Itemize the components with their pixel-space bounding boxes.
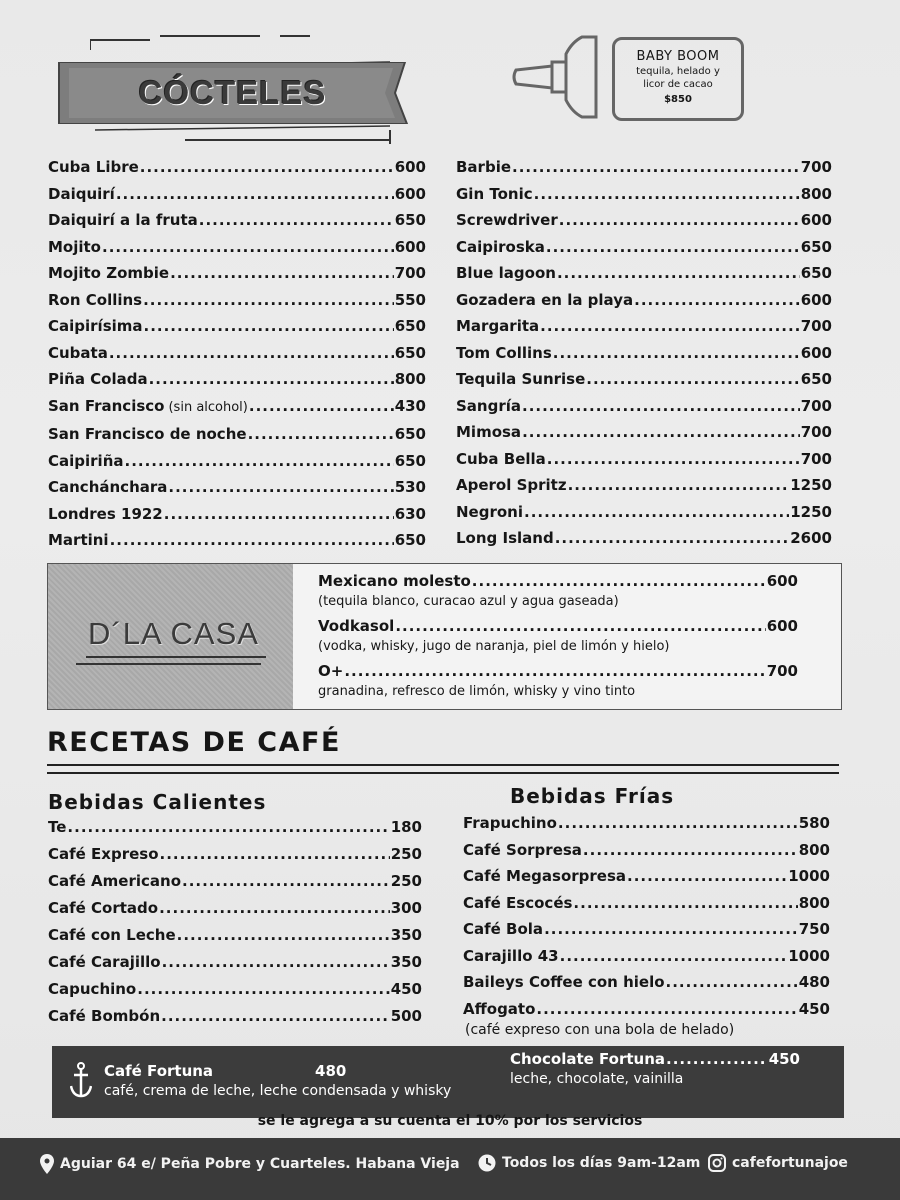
item-name: Caipirísima xyxy=(48,317,143,335)
leader-dots xyxy=(164,501,394,528)
menu-item xyxy=(456,154,832,181)
item-name: Gozadera en la playa xyxy=(456,290,634,309)
item-price: 250 xyxy=(390,872,422,890)
item-price: 480 xyxy=(798,973,830,991)
leader-dots xyxy=(627,863,787,890)
item-name: Cubata xyxy=(48,343,108,362)
casa-item-desc: granadina, refresco de limón, whisky y vino tinto xyxy=(318,684,636,699)
instagram-handle: cafefortunajoe xyxy=(732,1155,848,1171)
leader-dots xyxy=(109,340,394,367)
menu-item xyxy=(48,448,426,475)
baby-boom-desc-2: licor de cacao xyxy=(643,79,713,90)
menu-item xyxy=(48,527,426,554)
item-price: 550 xyxy=(394,290,426,309)
leader-dots xyxy=(547,446,800,473)
la-casa-section xyxy=(47,563,842,710)
leader-dots xyxy=(553,340,800,367)
item-name: Barbie xyxy=(456,158,512,176)
item-price: 350 xyxy=(390,926,422,944)
footer-hours xyxy=(478,1154,700,1172)
item-price: 800 xyxy=(800,184,832,203)
cafe-title: RECETAS DE CAFÉ xyxy=(47,727,341,758)
menu-item xyxy=(48,841,422,868)
leader-dots xyxy=(555,525,790,552)
item-name: Cuba Libre xyxy=(48,158,139,176)
item-name: Chocolate Fortuna xyxy=(510,1050,666,1068)
footer-address xyxy=(40,1154,460,1174)
menu-item xyxy=(456,340,832,367)
location-pin-icon xyxy=(40,1154,54,1174)
item-name: Vodkasol xyxy=(318,617,395,635)
leader-dots xyxy=(544,916,798,943)
menu-item xyxy=(48,207,426,234)
baby-boom-title: BABY BOOM xyxy=(636,49,720,64)
item-price: 1000 xyxy=(788,867,830,885)
item-price: 700 xyxy=(800,449,832,468)
menu-item xyxy=(456,472,832,499)
menu-item xyxy=(48,313,426,340)
menu-item xyxy=(48,474,426,501)
menu-item xyxy=(463,943,830,970)
menu-item xyxy=(456,366,832,393)
item-price: 650 xyxy=(394,425,426,443)
menu-item xyxy=(48,1003,422,1030)
footer-instagram xyxy=(708,1154,848,1172)
leader-dots xyxy=(634,287,800,314)
menu-item xyxy=(48,366,426,393)
leader-dots xyxy=(558,810,798,837)
leader-dots xyxy=(522,393,800,420)
item-price: 450 xyxy=(798,999,830,1018)
menu-item xyxy=(48,976,422,1003)
item-price: 650 xyxy=(800,264,832,282)
item-price: 650 xyxy=(394,343,426,362)
item-price: 650 xyxy=(800,237,832,256)
leader-dots xyxy=(110,527,394,554)
bebidas-calientes-title: Bebidas Calientes xyxy=(48,790,267,814)
item-name: Daiquirí a la fruta xyxy=(48,211,198,229)
casa-item-desc: (tequila blanco, curacao azul y agua gaseada) xyxy=(318,594,619,609)
divider xyxy=(47,764,839,766)
menu-item xyxy=(463,810,830,837)
bebidas-frias-title: Bebidas Frías xyxy=(510,784,675,808)
item-name: Mexicano molesto xyxy=(318,572,471,590)
item-price: 630 xyxy=(394,504,426,523)
item-name: Café Bola xyxy=(463,920,544,938)
item-price: 800 xyxy=(798,893,830,912)
item-name: Café Sorpresa xyxy=(463,840,582,859)
leader-dots xyxy=(557,260,800,287)
leader-dots xyxy=(512,154,800,181)
menu-item xyxy=(456,419,832,446)
item-name: Café Bombón xyxy=(48,1007,161,1025)
leader-dots xyxy=(160,841,390,868)
leader-dots xyxy=(199,207,394,234)
menu-item xyxy=(456,313,832,340)
item-price: 600 xyxy=(800,211,832,229)
item-price: 700 xyxy=(800,396,832,415)
item-name: Baileys Coffee con hielo xyxy=(463,973,665,991)
item-name: Londres 1922 xyxy=(48,504,163,523)
casa-item xyxy=(318,570,798,592)
leader-dots xyxy=(344,660,765,682)
service-charge-note: se le agrega a su cuenta el 10% por los servicios xyxy=(257,1113,643,1129)
item-name: San Francisco xyxy=(48,396,165,415)
item-name: Piña Colada xyxy=(48,370,148,388)
menu-item xyxy=(48,340,426,367)
menu-item xyxy=(48,868,422,895)
item-price: 800 xyxy=(394,370,426,388)
menu-item xyxy=(48,181,426,208)
item-price: 530 xyxy=(394,478,426,496)
la-casa-panel xyxy=(48,564,293,709)
casa-item xyxy=(318,615,798,637)
item-price: 700 xyxy=(800,158,832,176)
item-name: Café Carajillo xyxy=(48,953,161,971)
item-price: 600 xyxy=(394,184,426,203)
menu-item xyxy=(48,814,422,841)
divider xyxy=(86,656,266,658)
item-name: Martini xyxy=(48,531,109,549)
hours-text: Todos los días 9am-12am xyxy=(502,1155,701,1171)
item-price: 700 xyxy=(766,662,798,680)
item-price: 450 xyxy=(390,980,422,998)
leader-dots xyxy=(140,154,394,181)
casa-item xyxy=(318,660,798,682)
leader-dots xyxy=(67,814,389,841)
anchor-icon xyxy=(70,1062,92,1098)
leader-dots xyxy=(560,943,788,970)
leader-dots xyxy=(583,837,798,864)
la-casa-list xyxy=(318,570,798,705)
leader-dots xyxy=(137,976,389,1003)
item-name: Carajillo 43 xyxy=(463,946,559,965)
item-price: 180 xyxy=(390,818,422,836)
item-price: 600 xyxy=(394,158,426,176)
item-price: 650 xyxy=(394,211,426,229)
item-price: 500 xyxy=(390,1007,422,1025)
item-price: 1250 xyxy=(790,502,832,521)
item-price: 580 xyxy=(798,814,830,832)
item-name: Daiquirí xyxy=(48,184,115,203)
cocteles-title: CÓCTELES xyxy=(138,74,327,111)
leader-dots xyxy=(159,895,390,922)
leader-dots xyxy=(524,499,789,526)
la-casa-title: D´LA CASA xyxy=(88,616,259,651)
item-name: Tequila Sunrise xyxy=(456,370,586,388)
chocolate-fortuna xyxy=(510,1048,800,1088)
menu-item xyxy=(456,446,832,473)
item-name: Café Expreso xyxy=(48,845,159,863)
item-name: Affogato xyxy=(463,999,536,1018)
item-name: Caipiriña xyxy=(48,451,124,470)
menu-item xyxy=(48,287,426,314)
leader-dots xyxy=(395,615,765,637)
item-name: Canchánchara xyxy=(48,478,168,496)
item-name: Screwdriver xyxy=(456,211,558,229)
item-name: Caipiroska xyxy=(456,237,545,256)
item-name: San Francisco de noche xyxy=(48,425,247,443)
divider xyxy=(47,772,839,774)
leader-dots xyxy=(168,474,393,501)
menu-item xyxy=(456,499,832,526)
item-price: 700 xyxy=(800,423,832,441)
leader-dots xyxy=(161,1003,390,1030)
leader-dots xyxy=(248,421,394,448)
item-price: 480 xyxy=(315,1062,347,1080)
baby-boom-special xyxy=(512,32,742,122)
item-name: Café con Leche xyxy=(48,926,176,944)
menu-item xyxy=(463,996,830,1023)
cafe-fortuna xyxy=(104,1060,452,1100)
cocteles-right-list xyxy=(456,154,832,552)
item-price: 700 xyxy=(394,264,426,282)
baby-boom-price: $850 xyxy=(664,94,692,105)
item-name: Ron Collins xyxy=(48,290,143,309)
item-name: Café Fortuna xyxy=(104,1062,214,1080)
leader-dots xyxy=(125,448,394,475)
leader-dots xyxy=(149,366,394,393)
item-name: Blue lagoon xyxy=(456,264,556,282)
menu-item xyxy=(456,260,832,287)
item-name: O+ xyxy=(318,662,344,680)
bebidas-calientes-list xyxy=(48,814,422,1030)
item-price: 600 xyxy=(766,572,798,590)
menu-item xyxy=(48,895,422,922)
item-name: Mojito Zombie xyxy=(48,264,170,282)
item-price: 650 xyxy=(800,370,832,388)
menu-item xyxy=(48,393,426,422)
item-name: Margarita xyxy=(456,317,540,335)
item-price: 650 xyxy=(394,531,426,549)
leader-dots xyxy=(536,996,797,1023)
item-name: Mimosa xyxy=(456,423,522,441)
item-name: Aperol Spritz xyxy=(456,476,567,494)
leader-dots xyxy=(540,313,800,340)
item-price: 1000 xyxy=(788,946,830,965)
item-price: 1250 xyxy=(790,476,832,494)
item-name: Frapuchino xyxy=(463,814,557,832)
affogato-desc: (café expreso con una bola de helado) xyxy=(465,1022,735,1038)
cocteles-banner xyxy=(55,62,410,124)
item-name: Te xyxy=(48,818,67,836)
item-price: 650 xyxy=(394,451,426,470)
leader-dots xyxy=(522,419,800,446)
leader-dots xyxy=(182,868,390,895)
item-price: 700 xyxy=(800,317,832,335)
item-price: 650 xyxy=(394,317,426,335)
item-name: Mojito xyxy=(48,237,101,256)
item-price: 2600 xyxy=(790,529,832,547)
menu-item xyxy=(456,181,832,208)
menu-item xyxy=(48,260,426,287)
chocolate-fortuna-row xyxy=(510,1048,800,1070)
leader-dots xyxy=(573,890,797,917)
bebidas-frias-list xyxy=(463,810,830,1022)
baby-boom-box xyxy=(612,37,744,121)
menu-item xyxy=(463,969,830,996)
menu-item xyxy=(456,234,832,261)
cocteles-left-list xyxy=(48,154,426,554)
menu-item xyxy=(48,154,426,181)
item-price: 600 xyxy=(394,237,426,256)
item-name: Cuba Bella xyxy=(456,449,546,468)
menu-item xyxy=(48,234,426,261)
menu-item xyxy=(456,287,832,314)
item-name: Café Escocés xyxy=(463,893,573,912)
leader-dots xyxy=(534,181,800,208)
leader-dots xyxy=(472,570,766,592)
item-name: Capuchino xyxy=(48,980,137,998)
baby-boom-desc-1: tequila, helado y xyxy=(636,66,720,77)
leader-dots xyxy=(568,472,790,499)
item-price: 750 xyxy=(798,920,830,938)
leader-dots xyxy=(116,181,394,208)
address-text: Aguiar 64 e/ Peña Pobre y Cuarteles. Habana Vieja xyxy=(60,1156,460,1172)
menu-item xyxy=(463,837,830,864)
leader-dots xyxy=(143,287,394,314)
item-price: 600 xyxy=(766,617,798,635)
item-name: Tom Collins xyxy=(456,343,552,362)
leader-dots xyxy=(144,313,394,340)
item-price: 600 xyxy=(800,343,832,362)
divider xyxy=(76,663,261,665)
menu-item xyxy=(456,207,832,234)
cafe-fortuna-row xyxy=(104,1060,369,1082)
item-price: 430 xyxy=(394,396,426,415)
baby-bottle-icon xyxy=(512,32,622,122)
item-price: 450 xyxy=(768,1050,800,1068)
leader-dots xyxy=(666,1048,768,1070)
leader-dots xyxy=(177,922,390,949)
item-price: 300 xyxy=(390,899,422,917)
footer xyxy=(0,1138,900,1200)
instagram-icon xyxy=(708,1154,726,1172)
item-name: Café Megasorpresa xyxy=(463,867,627,885)
item-name: Negroni xyxy=(456,502,523,521)
item-note: (sin alcohol) xyxy=(168,399,248,415)
leader-dots xyxy=(559,207,800,234)
item-name: Long Island xyxy=(456,529,554,547)
leader-dots xyxy=(249,393,394,420)
menu-item xyxy=(48,501,426,528)
item-price: 600 xyxy=(800,290,832,309)
menu-item xyxy=(463,890,830,917)
leader-dots xyxy=(102,234,394,261)
chocolate-fortuna-desc: leche, chocolate, vainilla xyxy=(510,1071,684,1087)
item-name: Café Americano xyxy=(48,872,182,890)
item-price: 350 xyxy=(390,953,422,971)
fortuna-specials xyxy=(52,1046,844,1118)
menu-item xyxy=(456,525,832,552)
leader-dots xyxy=(666,969,798,996)
item-name: Sangría xyxy=(456,396,522,415)
item-price: 250 xyxy=(390,845,422,863)
item-name: Café Cortado xyxy=(48,899,159,917)
menu-item xyxy=(48,949,422,976)
leader-dots xyxy=(162,949,390,976)
leader-dots xyxy=(546,234,800,261)
item-name: Gin Tonic xyxy=(456,184,533,203)
clock-icon xyxy=(478,1154,496,1172)
cafe-fortuna-desc: café, crema de leche, leche condensada y whisky xyxy=(104,1083,452,1099)
item-price: 800 xyxy=(798,840,830,859)
menu-item xyxy=(456,393,832,420)
leader-dots xyxy=(586,366,799,393)
menu-item xyxy=(48,421,426,448)
casa-item-desc: (vodka, whisky, jugo de naranja, piel de limón y hielo) xyxy=(318,639,670,654)
menu-item xyxy=(463,863,830,890)
menu-item xyxy=(48,922,422,949)
menu-item xyxy=(463,916,830,943)
leader-dots xyxy=(170,260,394,287)
